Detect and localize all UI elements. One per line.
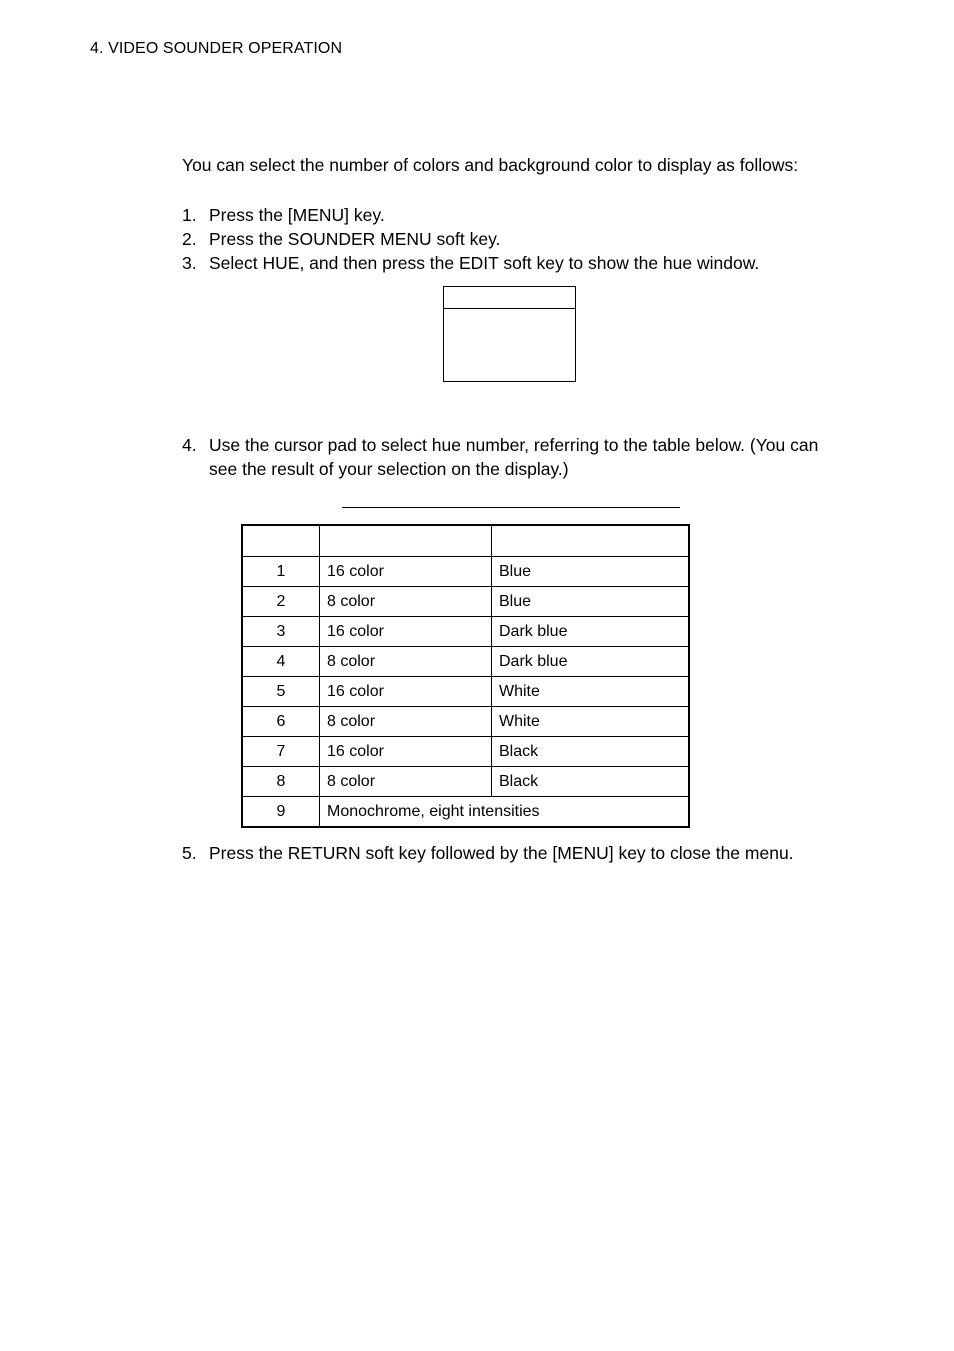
hue-number-cell: 5	[242, 677, 320, 707]
step-5	[182, 843, 794, 864]
hue-number-cell: 7	[242, 737, 320, 767]
colors-cell: 16 color	[320, 557, 492, 587]
hue-number-cell: 1	[242, 557, 320, 587]
colors-cell: 16 color	[320, 617, 492, 647]
table-row	[242, 587, 689, 617]
step-3	[182, 251, 759, 275]
background-cell: Dark blue	[492, 617, 690, 647]
intro-paragraph: You can select the number of colors and background color to display as follows:	[182, 155, 799, 175]
colors-cell: 8 color	[320, 707, 492, 737]
step-number: 4.	[182, 435, 197, 455]
running-head: 4. VIDEO SOUNDER OPERATION	[90, 40, 343, 57]
background-cell: White	[492, 707, 690, 737]
table-row	[242, 647, 689, 677]
hue-number-cell: 8	[242, 767, 320, 797]
colors-cell: 8 color	[320, 647, 492, 677]
background-cell: Black	[492, 767, 690, 797]
hue-table	[241, 524, 690, 828]
step-number: 3.	[182, 253, 197, 273]
hue-number-cell: 6	[242, 707, 320, 737]
hue-number-cell: 4	[242, 647, 320, 677]
step-number: 2.	[182, 229, 197, 249]
step-text: Press the RETURN soft key followed by the [MENU] key to close the menu.	[209, 843, 794, 863]
step-text: Press the SOUNDER MENU soft key.	[209, 229, 501, 249]
table-row	[242, 557, 689, 587]
step-number: 1.	[182, 205, 197, 225]
colors-cell: 8 color	[320, 587, 492, 617]
hue-window-title-bar	[444, 287, 575, 309]
step-text: Select HUE, and then press the EDIT soft key to show the hue window.	[209, 253, 760, 273]
colors-cell: 16 color	[320, 677, 492, 707]
step-4	[182, 433, 842, 481]
header-cell	[492, 525, 690, 557]
table-row	[242, 767, 689, 797]
hue-number-cell: 2	[242, 587, 320, 617]
table-header-row	[242, 525, 689, 557]
background-cell: Blue	[492, 587, 690, 617]
table-row	[242, 617, 689, 647]
step-1	[182, 203, 759, 227]
table-row	[242, 737, 689, 767]
background-cell: Blue	[492, 557, 690, 587]
colors-cell: 8 color	[320, 767, 492, 797]
header-cell	[320, 525, 492, 557]
header-cell	[242, 525, 320, 557]
step-2	[182, 227, 759, 251]
colors-cell: 16 color	[320, 737, 492, 767]
hue-window-figure	[443, 286, 576, 382]
merged-cell: Monochrome, eight intensities	[320, 797, 690, 828]
hue-number-cell: 3	[242, 617, 320, 647]
step-text: Use the cursor pad to select hue number, referring to the table below. (You can see the result of your selection on the display.)	[209, 435, 819, 479]
hue-number-cell: 9	[242, 797, 320, 828]
background-cell: Dark blue	[492, 647, 690, 677]
table-row	[242, 707, 689, 737]
table-row	[242, 797, 689, 828]
table-caption-rule	[342, 507, 680, 508]
background-cell: Black	[492, 737, 690, 767]
table-row	[242, 677, 689, 707]
background-cell: White	[492, 677, 690, 707]
step-number: 5.	[182, 843, 197, 863]
steps-list-1-3	[182, 203, 759, 275]
step-text: Press the [MENU] key.	[209, 205, 385, 225]
